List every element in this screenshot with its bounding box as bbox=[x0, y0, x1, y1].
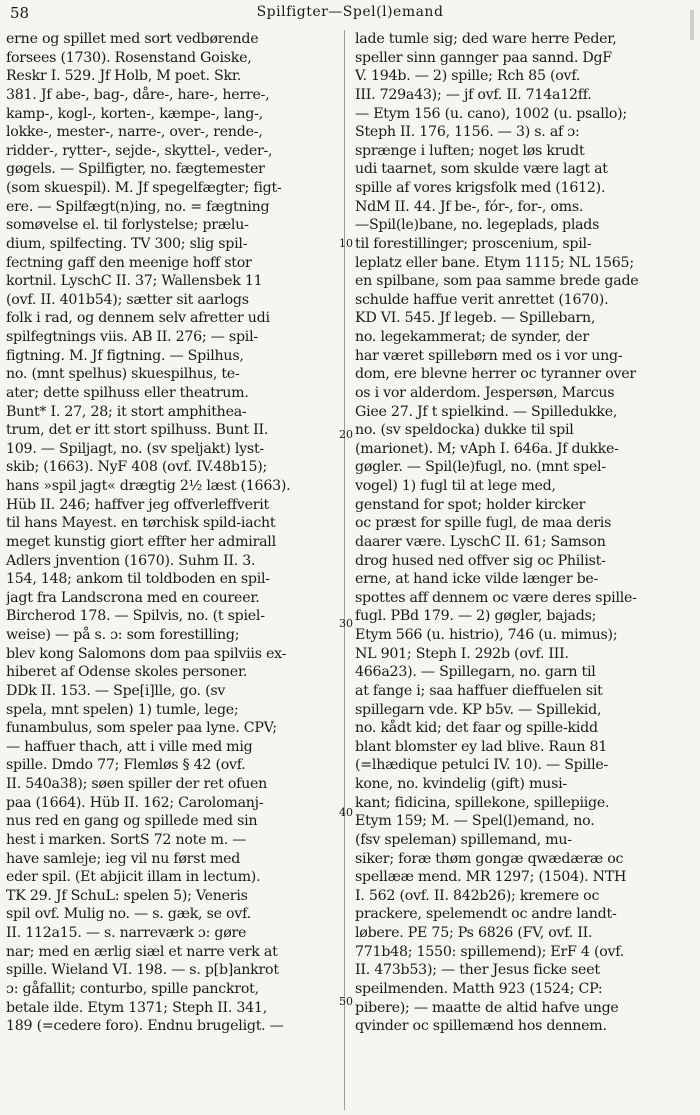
text-line: 381. Jf abe-, bag-, dåre-, hare-, herre-, bbox=[6, 86, 270, 103]
text-line: spottes aff dennem oc være deres spille- bbox=[355, 589, 637, 606]
line-number-10: 10 bbox=[339, 237, 353, 250]
text-line: sprænge i luften; noget løs krudt bbox=[355, 142, 585, 159]
text-line: nar; med en ærlig siæl et narre verk at bbox=[6, 943, 278, 960]
text-line: II. 473b53); — ther Jesus ficke seet bbox=[355, 962, 600, 979]
text-line: qvinder oc spillemænd hos dennem. bbox=[355, 1018, 607, 1035]
text-line: (fsv speleman) spillemand, mu- bbox=[355, 831, 572, 848]
text-line: lade tumle sig; ded ware herre Peder, bbox=[355, 31, 617, 47]
line-number-20: 20 bbox=[339, 428, 353, 441]
text-line: siker; foræ thøm gongæ qwædæræ oc bbox=[355, 850, 624, 867]
text-line: trum, det er itt stort spilhuss. Bunt II. bbox=[6, 422, 269, 439]
text-line: no. (mnt spelhus) skuespilhus, te- bbox=[6, 366, 240, 383]
text-line: betale ilde. Etym 1371; Steph II. 341, bbox=[6, 999, 267, 1016]
text-line: meget kunstig giort effter her admirall bbox=[6, 533, 276, 550]
text-line: hiberet af Odense skoles personer. bbox=[6, 664, 248, 681]
text-line: blant blomster ey lad blive. Raun 81 bbox=[355, 738, 608, 755]
text-line: 109. — Spiljagt, no. (sv speljakt) lyst- bbox=[6, 440, 264, 457]
line-number-40: 40 bbox=[339, 806, 353, 819]
column-divider bbox=[344, 30, 345, 1110]
text-line: blev kong Salomons dom paa spilviis ex- bbox=[6, 645, 287, 662]
text-line: kone, no. kvindelig (gift) musi- bbox=[355, 776, 567, 792]
text-line: ridder-, rytter-, sejde-, skyttel-, veder-, bbox=[6, 142, 273, 159]
text-line: no. legekammerat; de synder, der bbox=[355, 329, 589, 345]
text-line: (som skuespil). M. Jf spegelfægter; figt- bbox=[6, 180, 282, 196]
text-line: 466a23). — Spillegarn, no. garn til bbox=[355, 664, 596, 681]
text-line: ater; dette spilhuss eller theatrum. bbox=[6, 384, 249, 401]
text-line: have samleje; ieg vil nu først med bbox=[6, 850, 241, 867]
text-line: erne, at hand icke vilde længer be- bbox=[355, 571, 599, 588]
text-line: (marionet). M; vAph I. 646a. Jf dukke- bbox=[355, 440, 619, 457]
text-line: drog hused ned offver sig oc Philist- bbox=[355, 552, 606, 569]
text-line: daarer være. LyschC II. 61; Samson bbox=[355, 533, 606, 550]
text-line: hans »spil jagt« drægtig 2½ læst (1663). bbox=[6, 478, 291, 494]
line-number-30: 30 bbox=[339, 617, 353, 630]
text-line: TK 29. Jf SchuL: spelen 5); Veneris bbox=[6, 887, 248, 904]
text-line: weise) — på s. ɔ: som forestilling; bbox=[6, 627, 240, 643]
text-line: fectning gaff den meenige hoff stor bbox=[6, 254, 252, 271]
text-line: KD VI. 545. Jf legeb. — Spillebarn, bbox=[355, 310, 596, 327]
text-line: til hans Mayest. en tørchisk spild-iacht bbox=[6, 515, 276, 532]
text-line: funambulus, som speler paa lyne. CPV; bbox=[6, 720, 277, 737]
text-line: NdM II. 44. Jf be-, fór-, for-, oms. bbox=[355, 198, 584, 215]
text-line: kamp-, kogl-, korten-, kæmpe-, lang-, bbox=[6, 105, 263, 122]
text-line: speller sinn gannger paa sannd. DgF bbox=[355, 49, 612, 66]
text-line: II. 540a38); søen spiller der ret ofuen bbox=[6, 776, 268, 792]
text-line: 154, 148; ankom til toldboden en spil- bbox=[6, 571, 270, 588]
text-line: os i vor alderdom. Jespersøn, Marcus bbox=[355, 384, 615, 401]
text-line: kant; fidicina, spillekone, spillepiige. bbox=[355, 794, 610, 811]
text-line: II. 112a15. — s. narreværk ɔ: gøre bbox=[6, 925, 247, 941]
left-column bbox=[6, 30, 338, 1110]
text-line: V. 194b. — 2) spille; Rch 85 (ovf. bbox=[355, 68, 581, 85]
text-line: Etym 566 (u. histrio), 746 (u. mimus); bbox=[355, 627, 618, 643]
running-head: Spilfigter—Spel(l)emand bbox=[256, 4, 444, 20]
page-header bbox=[0, 4, 700, 24]
text-line: pibere); — maatte de altid hafve unge bbox=[355, 999, 619, 1016]
text-line: leplatz eller bane. Etym 1115; NL 1565; bbox=[355, 254, 634, 271]
text-line: spilfegtnings viis. AB II. 276; — spil- bbox=[6, 329, 258, 345]
text-line: figtning. M. Jf figtning. — Spilhus, bbox=[6, 347, 244, 364]
text-line: erne og spillet med sort vedbørende bbox=[6, 31, 259, 47]
text-line: (ovf. II. 401b54); sætter sit aarlogs bbox=[6, 291, 249, 308]
text-line: kortnil. LyschC II. 37; Wallensbek 11 bbox=[6, 273, 263, 290]
text-line: har været spillebørn med os i vor ung- bbox=[355, 347, 623, 364]
text-line: ere. — Spilfægt(n)ing, no. = fægtning bbox=[6, 198, 270, 215]
text-line: Giee 27. Jf t spielkind. — Spilledukke, bbox=[355, 403, 618, 420]
text-line: — haffuer thach, att i ville med mig bbox=[6, 738, 253, 755]
text-line: Reskr I. 529. Jf Holb, M poet. Skr. bbox=[6, 68, 242, 85]
text-line: schulde haffue verit anrettet (1670). bbox=[355, 291, 609, 308]
text-line: spille. Dmdo 77; Flemløs § 42 (ovf. bbox=[6, 757, 246, 774]
text-line: en spilbane, som paa samme brede gade bbox=[355, 273, 639, 290]
text-line: —Spil(le)bane, no. legeplads, plads bbox=[355, 217, 600, 234]
text-line: forsees (1730). Rosenstand Goiske, bbox=[6, 49, 252, 66]
text-line: 189 (=cedere foro). Endnu brugeligt. — bbox=[6, 1018, 284, 1035]
text-line: Steph II. 176, 1156. — 3) s. af ɔ: bbox=[355, 124, 580, 141]
text-line: eder spil. (Et abjicit illam in lectum). bbox=[6, 869, 261, 886]
right-column bbox=[355, 30, 697, 1110]
text-line: fugl. PBd 179. — 2) gøgler, bajads; bbox=[355, 608, 597, 625]
text-line: Hüb II. 246; haffver jeg offverleffverit bbox=[6, 496, 269, 513]
text-line: spillegarn vde. KP b5v. — Spillekid, bbox=[355, 701, 602, 718]
text-line: no. (sv speldocka) dukke til spil bbox=[355, 422, 574, 439]
text-line: spellææ mend. MR 1297; (1504). NTH bbox=[355, 869, 627, 886]
text-line: oc præst for spille fugl, de maa deris bbox=[355, 515, 612, 532]
text-line: Etym 159; M. — Spel(l)emand, no. bbox=[355, 813, 595, 830]
text-line: somøvelse el. til forlystelse; prælu- bbox=[6, 217, 249, 234]
text-line: spil ovf. Mulig no. — s. gæk, se ovf. bbox=[6, 906, 251, 923]
text-line: NL 901; Steph I. 292b (ovf. III. bbox=[355, 645, 569, 662]
text-line: I. 562 (ovf. II. 842b26); kremere oc bbox=[355, 887, 600, 904]
line-number-50: 50 bbox=[339, 995, 353, 1008]
text-line: prackere, spelemendt oc andre landt- bbox=[355, 906, 617, 923]
text-line: DDk II. 153. — Spe[i]lle, go. (sv bbox=[6, 682, 226, 699]
text-line: ɔ: gåfallit; conturbo, spille panckrot, bbox=[6, 980, 259, 997]
text-line: genstand for spot; holder kircker bbox=[355, 496, 586, 513]
text-line: hest i marken. SortS 72 note m. — bbox=[6, 831, 247, 848]
text-line: til forestillinger; proscenium, spil- bbox=[355, 235, 592, 252]
text-line: spela, mnt spelen) 1) tumle, lege; bbox=[6, 701, 239, 718]
text-line: lokke-, mester-, narre-, over-, rende-, bbox=[6, 124, 263, 141]
text-line: 771b48; 1550: spillemend); ErF 4 (ovf. bbox=[355, 943, 625, 960]
page-number: 58 bbox=[10, 4, 30, 22]
text-line: dium, spilfecting. TV 300; slig spil- bbox=[6, 235, 248, 252]
text-line: Bunt* I. 27, 28; it stort amphithea- bbox=[6, 403, 247, 420]
text-line: no. kådt kid; det faar og spille-kidd bbox=[355, 720, 598, 737]
text-line: dom, ere blevne herrer oc tyranner over bbox=[355, 366, 636, 383]
text-line: gøgler. — Spil(le)fugl, no. (mnt spel- bbox=[355, 459, 606, 476]
text-line: vogel) 1) fugl til at lege med, bbox=[355, 478, 556, 494]
text-line: (=lhædique petulci IV. 10). — Spille- bbox=[355, 757, 609, 774]
text-line: speilmenden. Matth 923 (1524; CP: bbox=[355, 980, 603, 997]
text-line: III. 729a43); — jf ovf. II. 714a12ff. bbox=[355, 86, 592, 103]
text-line: spille. Wieland VI. 198. — s. p[b]ankrot bbox=[6, 962, 279, 979]
text-line: nus red en gang og spillede med sin bbox=[6, 813, 258, 830]
text-line: — Etym 156 (u. cano), 1002 (u. psallo); bbox=[355, 105, 627, 122]
text-line: folk i rad, og dennem selv afretter udi bbox=[6, 310, 270, 327]
text-line: Adlers jnvention (1670). Suhm II. 3. bbox=[6, 552, 256, 569]
text-line: gøgels. — Spilfigter, no. fægtemester bbox=[6, 161, 265, 178]
text-line: løbere. PE 75; Ps 6826 (FV, ovf. II. bbox=[355, 925, 593, 941]
text-line: udi taarnet, som skulde være lagt at bbox=[355, 161, 608, 178]
text-line: paa (1664). Hüb II. 162; Carolomanj- bbox=[6, 794, 264, 811]
text-line: spille af vores krigsfolk med (1612). bbox=[355, 180, 606, 196]
text-line: Bircherod 178. — Spilvis, no. (t spiel- bbox=[6, 608, 265, 625]
text-line: at fange i; saa haffuer dieffuelen sit bbox=[355, 682, 603, 699]
text-line: jagt fra Landscrona med en coureer. bbox=[6, 589, 260, 606]
text-line: skib; (1663). NyF 408 (ovf. IV.48b15); bbox=[6, 459, 268, 476]
